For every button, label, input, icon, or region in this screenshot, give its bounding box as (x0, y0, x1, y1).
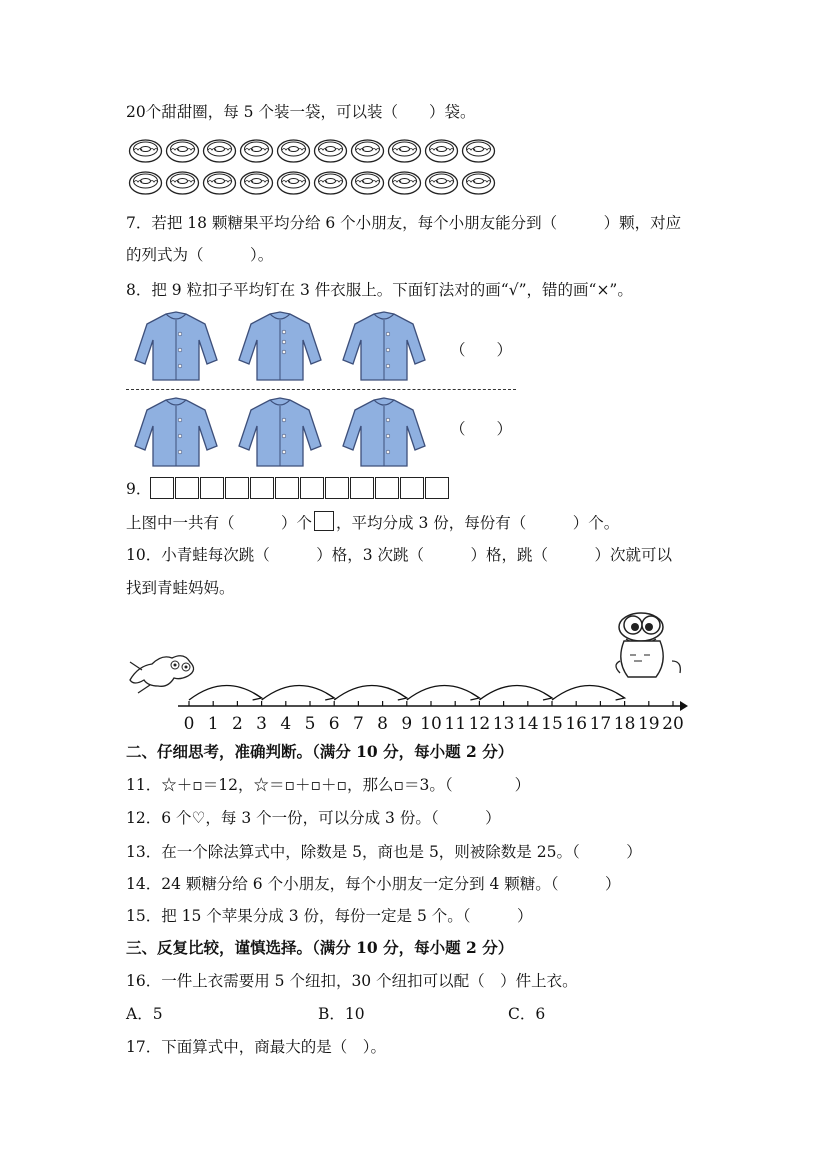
tick-label: 17 (589, 714, 612, 734)
tick-label: 1 (207, 714, 219, 734)
tick-label: 15 (541, 714, 563, 734)
square-box (400, 477, 424, 499)
q8-text: 8．把 9 粒扣子平均钉在 3 件衣服上。下面钉法对的画“√”，错的画“×”。 (126, 281, 633, 299)
q7-line-2: 的列式为（ ）。 (126, 246, 274, 264)
donut-icon (387, 170, 422, 196)
tick-label: 20 (662, 714, 684, 734)
shirt-icon (133, 310, 219, 382)
square-box (200, 477, 224, 499)
number-line-figure (120, 605, 700, 735)
square-box (375, 477, 399, 499)
shirt-icon (133, 396, 219, 468)
number-line-axis (178, 701, 688, 711)
shirt-icon (341, 396, 427, 468)
jump-arc (552, 685, 625, 700)
tick-label: 9 (401, 714, 413, 734)
q16-option-a[interactable]: A．5 (126, 1005, 163, 1023)
square-box (175, 477, 199, 499)
jump-arrowhead (398, 693, 407, 700)
number-line-labels (184, 714, 684, 734)
jump-arc (479, 685, 552, 700)
section-2-title: 二、仔细思考，准确判断。（满分 10 分，每小题 2 分） (126, 742, 514, 761)
tick-label: 13 (492, 714, 515, 734)
donut-icon (424, 138, 459, 164)
donut-icon (313, 170, 348, 196)
tick-label: 8 (377, 714, 389, 734)
q9-text-b: ，平均分成 3 份，每份有（ ）个。 (336, 514, 620, 532)
donut-icon (128, 138, 163, 164)
jump-arrowhead (616, 693, 625, 700)
donut-icon (239, 138, 274, 164)
q11-text: 11．☆＋▫＝12，☆＝▫＋▫＋▫，那么▫＝3。（ ） (126, 776, 531, 794)
q16-option-c[interactable]: C．6 (508, 1005, 546, 1023)
q14-text: 14．24 颗糖分给 6 个小朋友，每个小朋友一定分到 4 颗糖。（ ） (126, 875, 621, 893)
square-box (225, 477, 249, 499)
square-box (425, 477, 449, 499)
jump-arc (407, 685, 480, 700)
tick-label: 4 (280, 714, 292, 734)
jump-arc (334, 685, 407, 700)
q16-text: 16．一件上衣需要用 5 个纽扣，30 个纽扣可以配（ ）件上衣。 (126, 972, 578, 990)
tick-label: 6 (328, 714, 340, 734)
donut-icon (461, 170, 496, 196)
q7-line-1: 7．若把 18 颗糖果平均分给 6 个小朋友，每个小朋友能分到（ ）颗，对应 (126, 214, 682, 232)
q8-answer-2[interactable]: （ ） (450, 420, 513, 438)
square-box (150, 477, 174, 499)
q8-answer-1[interactable]: （ ） (450, 341, 513, 359)
tick-label: 7 (352, 714, 364, 734)
shirt-icon (237, 310, 323, 382)
square-box (300, 477, 324, 499)
jump-arc (262, 685, 335, 700)
donut-icon (202, 170, 237, 196)
q9-label: 9． (126, 480, 152, 498)
jump-arrowhead (253, 693, 262, 700)
jump-arrowhead (543, 693, 552, 700)
donut-icon (128, 170, 163, 196)
donut-row-2 (128, 170, 496, 196)
jump-arrowhead (470, 693, 479, 700)
tick-label: 5 (304, 714, 316, 734)
jump-arrowhead (325, 693, 334, 700)
q13-text: 13．在一个除法算式中，除数是 5，商也是 5，则被除数是 25。（ ） (126, 843, 642, 861)
shirt-icon (341, 310, 427, 382)
tick-label: 14 (516, 714, 539, 734)
tick-label: 2 (231, 714, 243, 734)
square-box (250, 477, 274, 499)
small-frog-icon (130, 656, 194, 693)
donut-icon (239, 170, 274, 196)
donut-icon (350, 170, 385, 196)
q6-text: 20个甜甜圈，每 5 个装一袋，可以装（ ）袋。 (126, 103, 476, 121)
shirt-row-2 (133, 396, 427, 468)
q10-line-2: 找到青蛙妈妈。 (126, 579, 235, 597)
q10-line-1: 10．小青蛙每次跳（ ）格，3 次跳（ ）格，跳（ ）次就可以 (126, 546, 673, 564)
square-box (350, 477, 374, 499)
donut-icon (202, 138, 237, 164)
square-box (275, 477, 299, 499)
tick-label: 12 (468, 714, 491, 734)
donut-icon (350, 138, 385, 164)
q12-text: 12．6 个♡，每 3 个一份，可以分成 3 份。（ ） (126, 809, 501, 827)
mother-frog-icon (616, 613, 680, 677)
donut-row-1 (128, 138, 496, 164)
q15-text: 15．把 15 个苹果分成 3 份，每份一定是 5 个。（ ） (126, 907, 533, 925)
donut-icon (165, 138, 200, 164)
donut-icon (276, 138, 311, 164)
tick-label: 16 (565, 714, 588, 734)
number-line-jumps (189, 685, 625, 700)
tick-label: 0 (183, 714, 195, 734)
q9-text-a: 上图中一共有（ ）个 (126, 514, 313, 532)
square-box (325, 477, 349, 499)
tick-label: 18 (613, 714, 636, 734)
tick-label: 11 (444, 714, 467, 734)
donut-icon (424, 170, 459, 196)
square-icon (314, 511, 334, 531)
donut-icon (276, 170, 311, 196)
axis-arrow-icon (680, 701, 688, 711)
donut-icon (461, 138, 496, 164)
shirt-icon (237, 396, 323, 468)
donut-icon (387, 138, 422, 164)
donut-icon (313, 138, 348, 164)
tick-label: 19 (637, 714, 660, 734)
jump-arc (189, 685, 262, 700)
q17-text: 17．下面算式中，商最大的是（ ）。 (126, 1038, 386, 1056)
shirt-row-1 (133, 310, 427, 382)
q9-text (126, 511, 619, 533)
section-3-title: 三、反复比较，谨慎选择。（满分 10 分，每小题 2 分） (126, 938, 514, 957)
q16-options (126, 1004, 545, 1024)
divider-dashed (126, 389, 516, 390)
tick-label: 3 (256, 714, 268, 734)
q16-option-b[interactable]: B．10 (318, 1005, 365, 1023)
donut-icon (165, 170, 200, 196)
q9-box-row (150, 477, 450, 499)
tick-label: 10 (420, 714, 442, 734)
